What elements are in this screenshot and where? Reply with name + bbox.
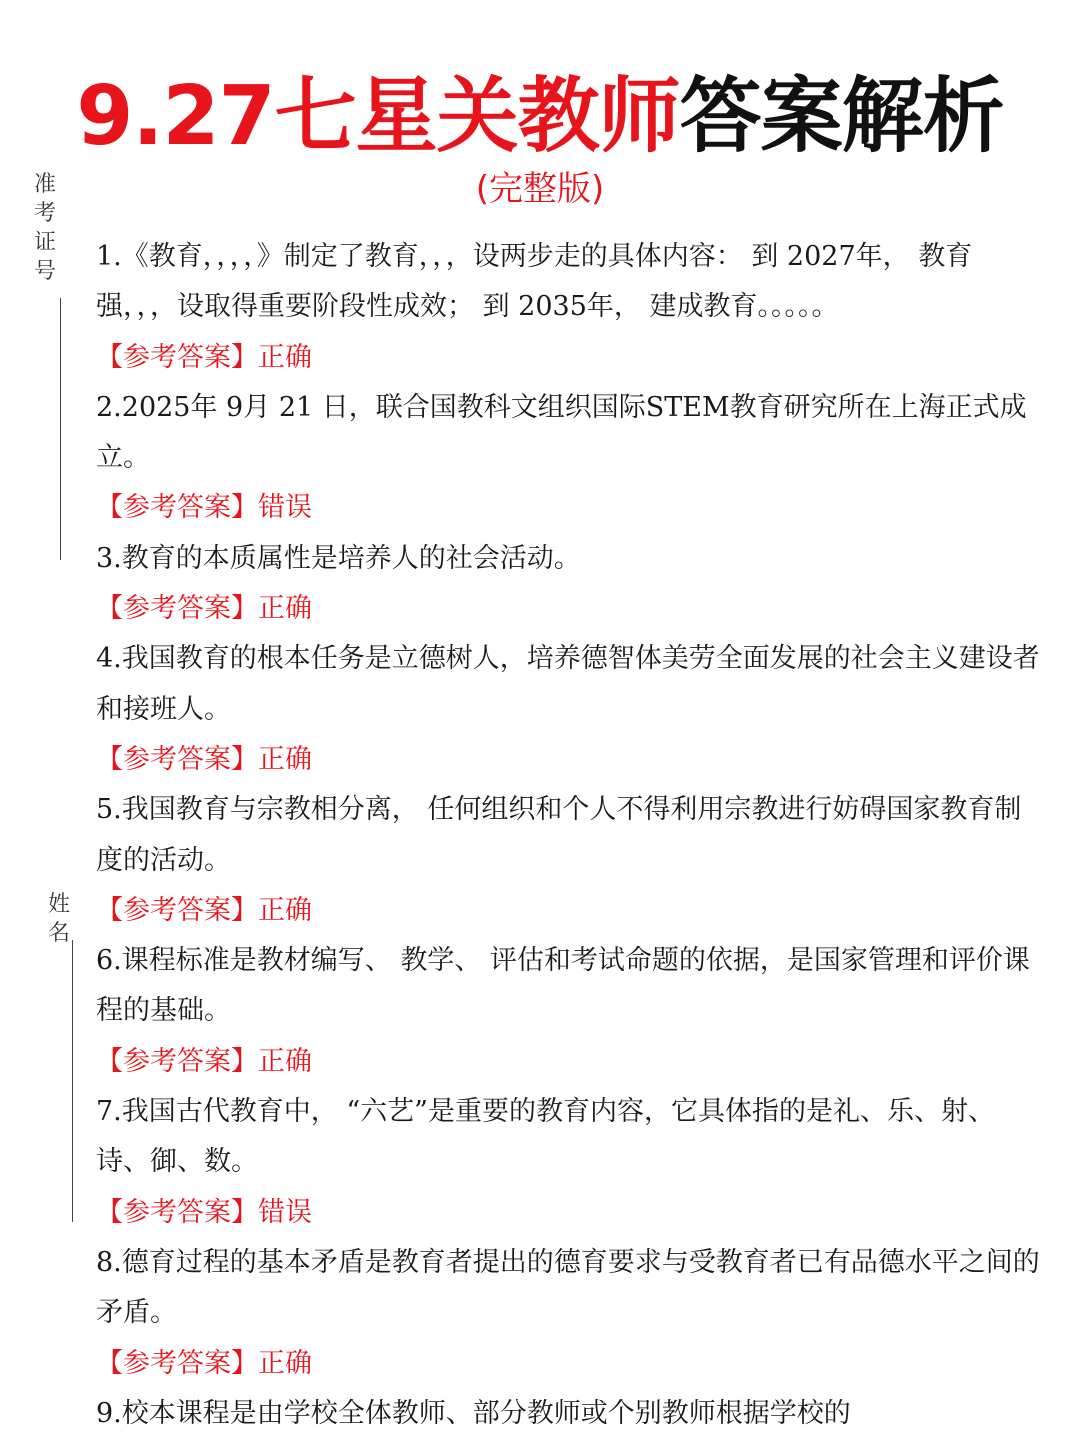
question-text: 4.我国教育的根本任务是立德树人，培养德智体美劳全面发展的社会主义建设者和接班人。 — [96, 643, 1040, 725]
question-text: 3.教育的本质属性是培养人的社会活动。 — [96, 542, 581, 574]
answer-text: 【参考答案】正确 — [96, 341, 312, 373]
question-text: 6.课程标准是教材编写、 教学、 评估和考试命题的依据，是国家管理和评价课程的基础。 — [96, 945, 1030, 1027]
title-red-part: 9.27七星关教师 — [76, 69, 680, 164]
question-text: 1.《教育，，，，》制定了教育，，，设两步走的具体内容： 到 2027年， 教育强，，，设取得重要阶段性成效； 到 2035年， 建成教育。。。。。 — [96, 241, 973, 323]
title-black-part: 答案解析 — [679, 69, 1004, 164]
exam-id-char: 证 — [33, 230, 56, 255]
answer-text: 【参考答案】正确 — [96, 894, 312, 926]
answer-text: 【参考答案】正确 — [96, 593, 312, 625]
answer-text: 【参考答案】错误 — [96, 492, 312, 524]
answer-text: 【参考答案】正确 — [96, 1045, 312, 1077]
exam-id-line — [60, 298, 61, 560]
answer-text: 【参考答案】正确 — [96, 1347, 312, 1379]
name-char: 姓 — [47, 892, 70, 917]
exam-id-char: 考 — [33, 201, 56, 226]
exam-id-char: 号 — [33, 259, 56, 284]
name-label — [44, 890, 74, 948]
exam-id-label — [30, 170, 60, 286]
page-title — [0, 62, 1080, 172]
name-line — [72, 940, 73, 1222]
answer-text: 【参考答案】错误 — [96, 1196, 312, 1228]
question-list — [96, 232, 1044, 1439]
question-text: 7.我国古代教育中， “六艺”是重要的教育内容，它具体指的是礼、乐、射、诗、御、数。 — [96, 1096, 995, 1178]
question-text: 5.我国教育与宗教相分离， 任何组织和个人不得利用宗教进行妨碍国家教育制度的活动。 — [96, 794, 1022, 876]
name-char: 名 — [47, 921, 70, 946]
question-text: 8.德育过程的基本矛盾是教育者提出的德育要求与受教育者已有品德水平之间的矛盾。 — [96, 1246, 1040, 1329]
question-text: 9.校本课程是由学校全体教师、部分教师或个别教师根据学校的 — [96, 1397, 851, 1429]
page-subtitle: (完整版) — [475, 169, 605, 209]
exam-id-char: 准 — [33, 172, 56, 197]
answer-text: 【参考答案】正确 — [96, 743, 312, 775]
question-text: 2.2025年 9月 21 日，联合国教科文组织国际STEM教育研究所在上海正式成立。 — [96, 391, 1027, 474]
